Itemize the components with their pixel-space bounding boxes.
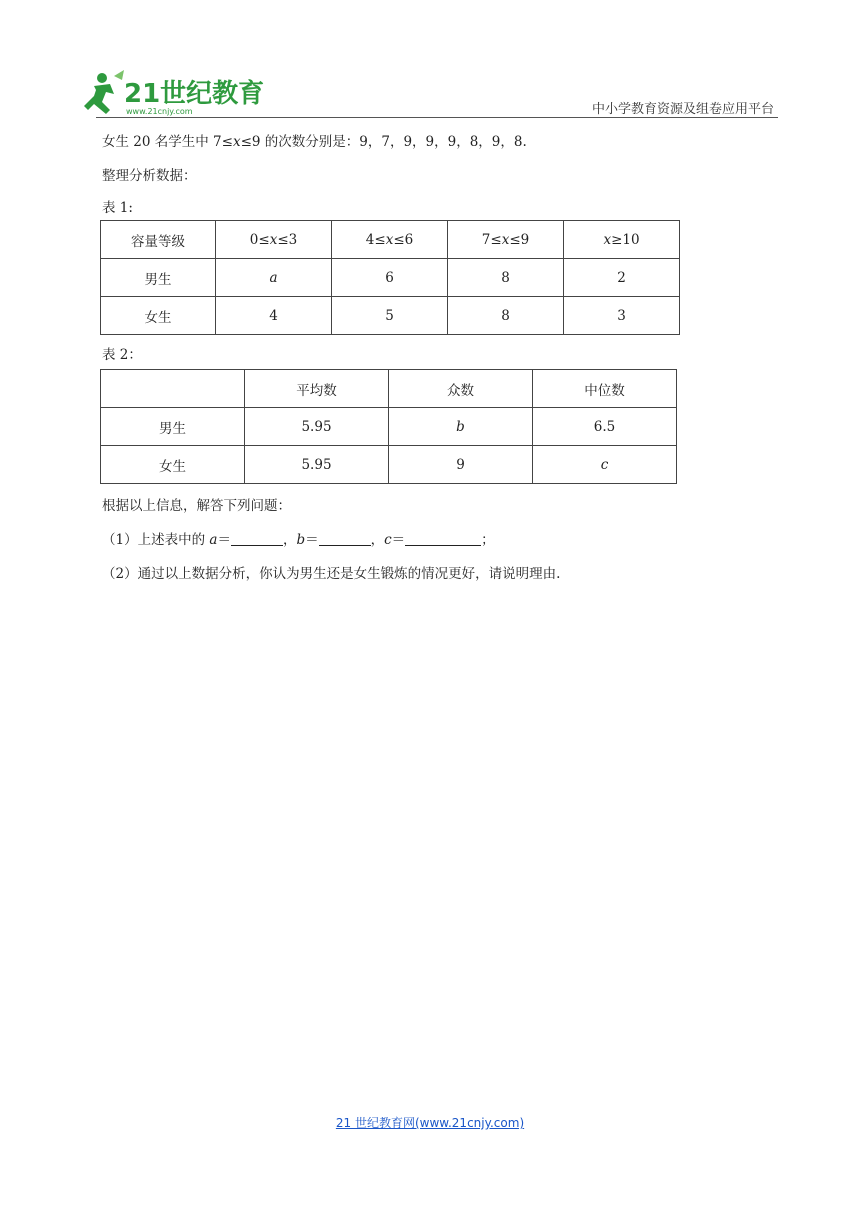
table1-cell: 3 <box>564 297 680 335</box>
table2-cell: b <box>389 408 533 446</box>
footer-link[interactable]: 21 世纪教育网(www.21cnjy.com) <box>335 1116 525 1130</box>
table2-cell: 男生 <box>101 408 245 446</box>
table2-cell: c <box>533 446 677 484</box>
svg-text:21世纪教育: 21世纪教育 <box>124 79 265 109</box>
table1-header-cell: 7≤x≤9 <box>448 221 564 259</box>
question-1: （1）上述表中的 a＝ ，b＝ ，c＝ ； <box>102 532 495 548</box>
table1-cell: 男生 <box>101 259 216 297</box>
table2-label: 表 2： <box>102 347 142 363</box>
table2-header-cell <box>101 370 245 408</box>
intro-line: 女生 20 名学生中 7≤x≤9 的次数分别是：9，7，9，9，9，8，9，8. <box>102 134 527 150</box>
table1-cell: 4 <box>216 297 332 335</box>
table2-cell: 女生 <box>101 446 245 484</box>
table2-header-cell: 平均数 <box>245 370 389 408</box>
question-2: （2）通过以上数据分析，你认为男生还是女生锻炼的情况更好，请说明理由. <box>102 566 561 582</box>
question-intro: 根据以上信息，解答下列问题： <box>102 498 291 514</box>
table2-header-cell: 中位数 <box>533 370 677 408</box>
table1-cell: 2 <box>564 259 680 297</box>
table2-header-row <box>101 370 677 408</box>
table1-header-cell: 0≤x≤3 <box>216 221 332 259</box>
table2-cell: 6.5 <box>533 408 677 446</box>
table1-header-cell: x≥10 <box>564 221 680 259</box>
table2-cell: 5.95 <box>245 446 389 484</box>
table1-cell: a <box>216 259 332 297</box>
answer-blank-c[interactable] <box>405 531 481 546</box>
table-row <box>101 446 677 484</box>
table-row <box>101 297 680 335</box>
table1-cell: 8 <box>448 259 564 297</box>
table1-cell: 6 <box>332 259 448 297</box>
answer-blank-a[interactable] <box>231 531 283 546</box>
header-divider <box>96 117 778 118</box>
table1-label: 表 1: <box>102 200 133 216</box>
table-row <box>101 408 677 446</box>
table2 <box>100 369 677 484</box>
table1-cell: 8 <box>448 297 564 335</box>
organize-label: 整理分析数据： <box>102 168 197 184</box>
table1-header-cell: 4≤x≤6 <box>332 221 448 259</box>
table2-cell: 5.95 <box>245 408 389 446</box>
table1 <box>100 220 680 335</box>
table1-cell: 5 <box>332 297 448 335</box>
answer-blank-b[interactable] <box>319 531 371 546</box>
table1-header-cell: 容量等级 <box>101 221 216 259</box>
table1-header-row <box>101 221 680 259</box>
table-row <box>101 259 680 297</box>
site-logo <box>80 70 265 118</box>
platform-title: 中小学教育资源及组卷应用平台 <box>591 102 774 117</box>
table2-cell: 9 <box>389 446 533 484</box>
table2-header-cell: 众数 <box>389 370 533 408</box>
table1-cell: 女生 <box>101 297 216 335</box>
svg-text:www.21cnjy.com: www.21cnjy.com <box>126 107 193 116</box>
